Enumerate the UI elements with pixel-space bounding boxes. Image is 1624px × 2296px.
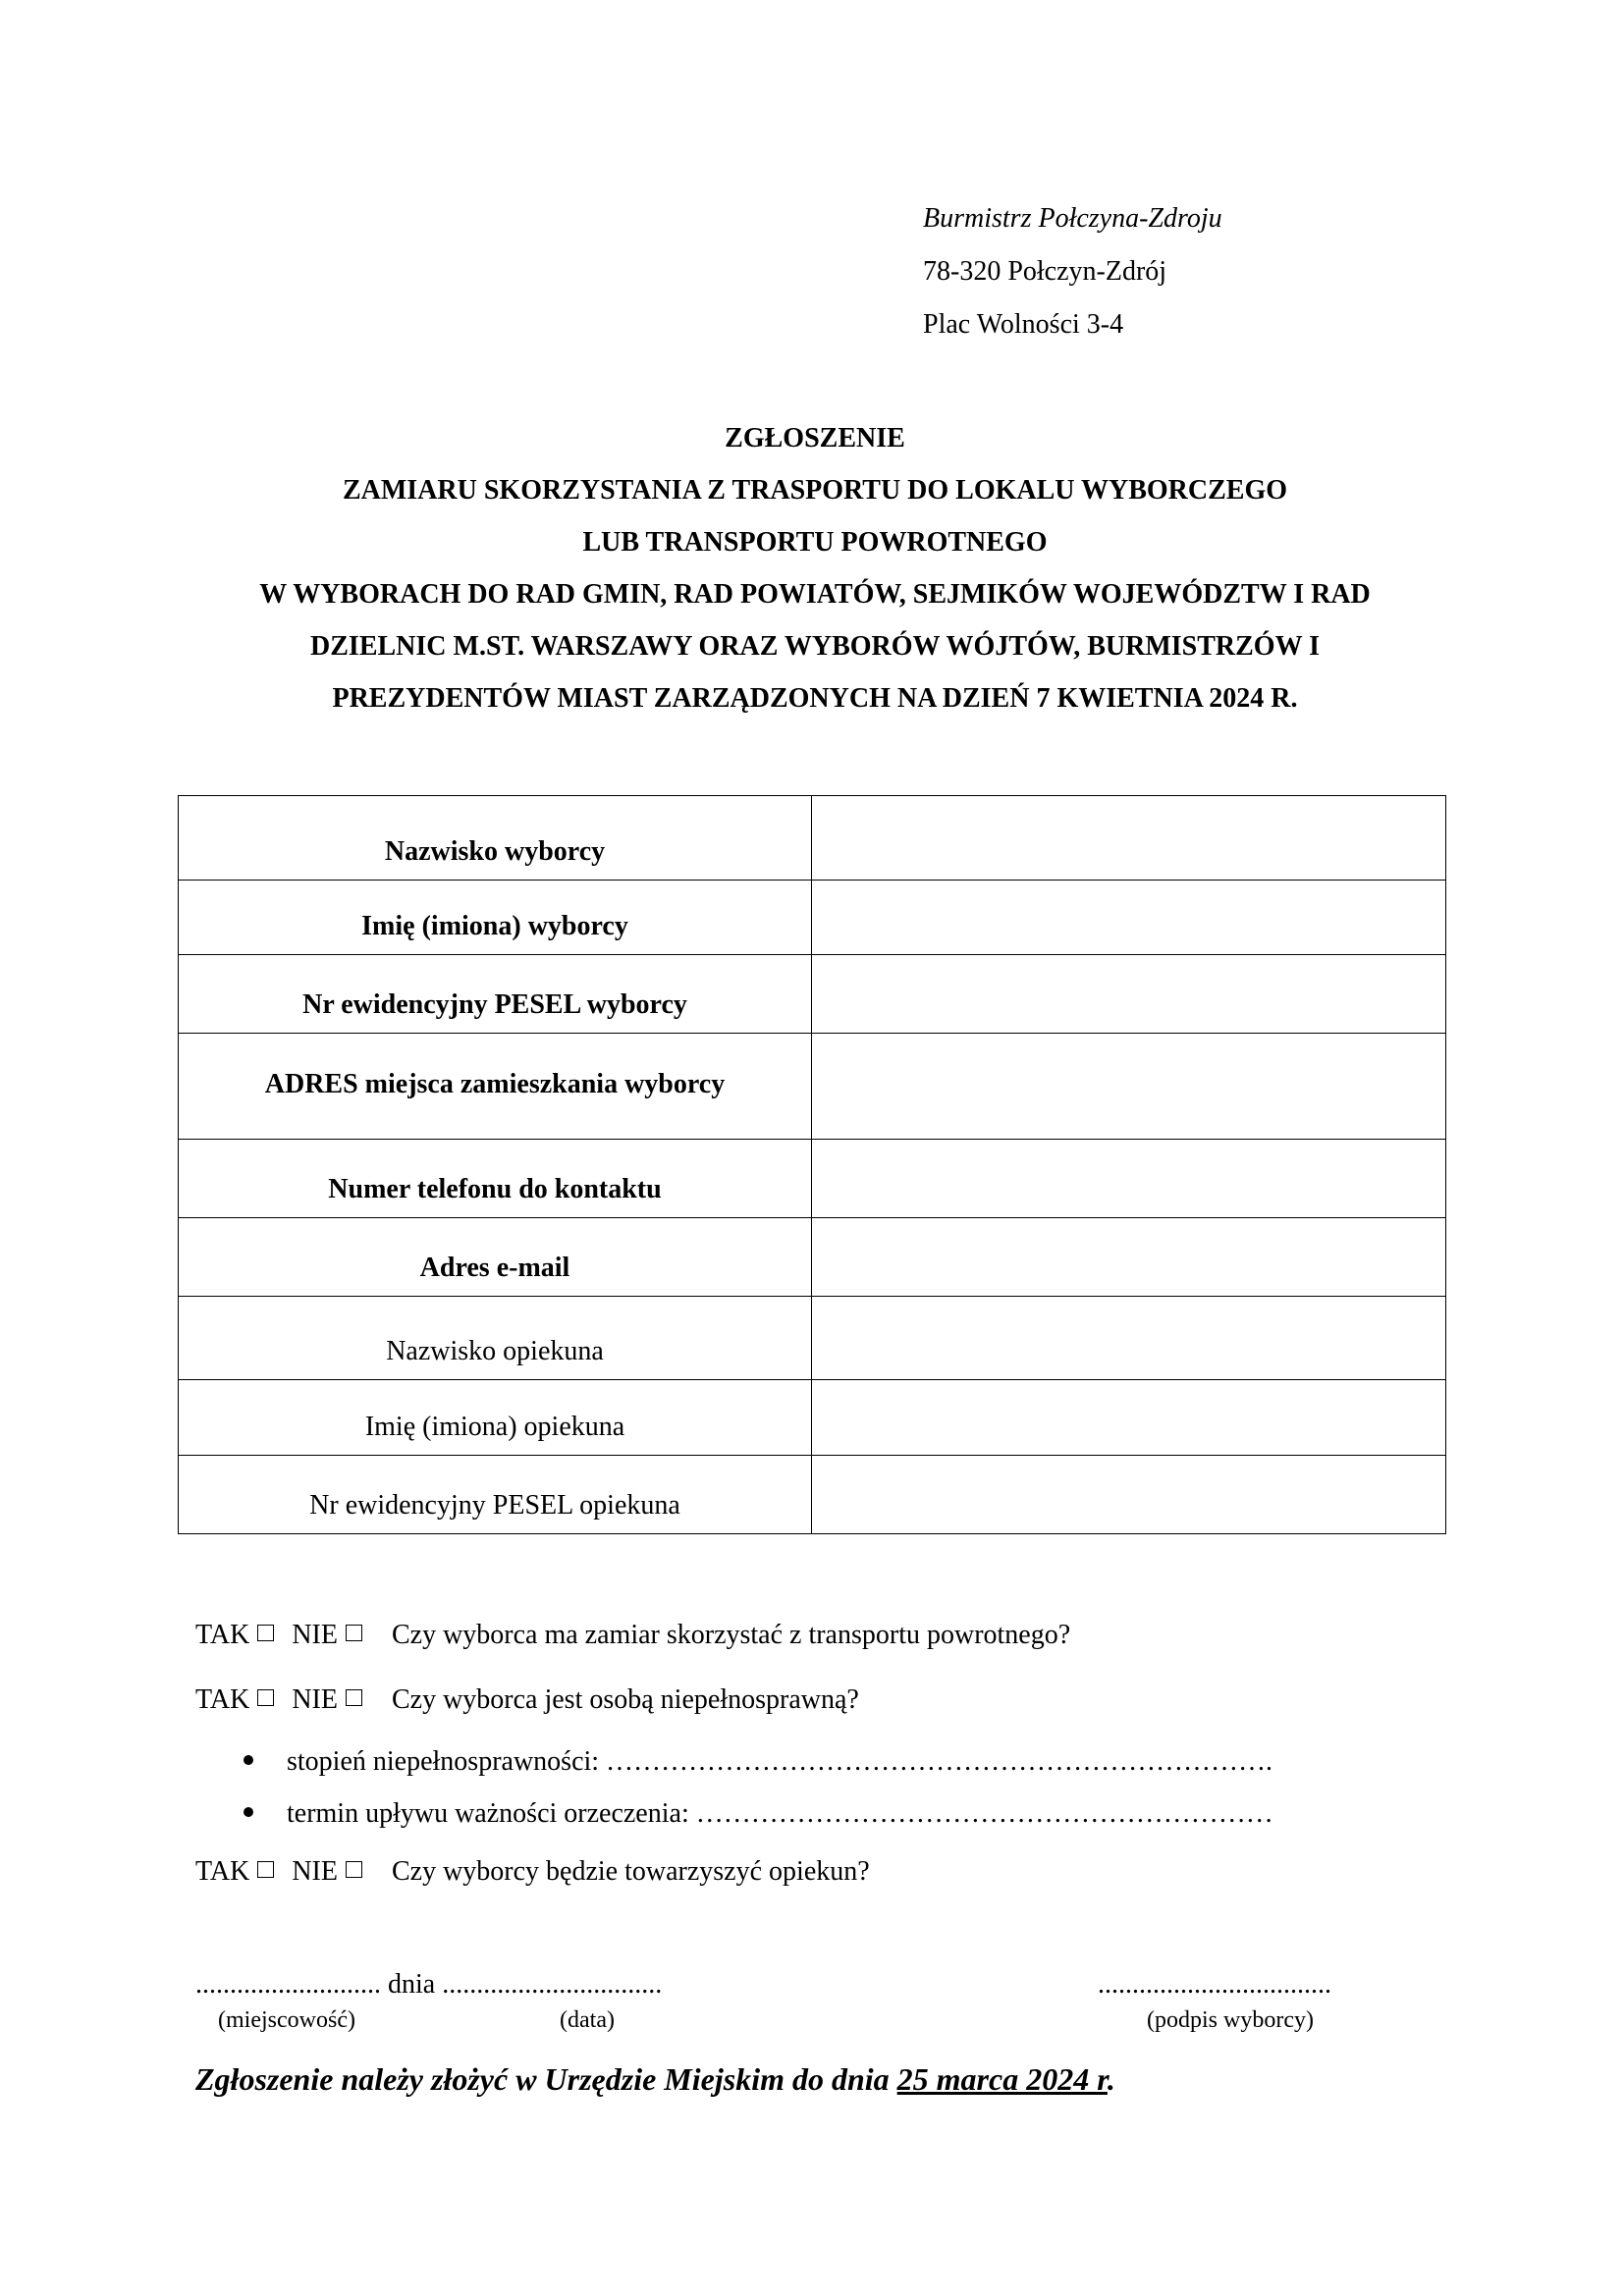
form-row (179, 1140, 1446, 1218)
form-row (179, 1456, 1446, 1534)
bullet-disability-degree (244, 1746, 1272, 1778)
bullet-dot (244, 1755, 253, 1765)
form-row (179, 1380, 1446, 1456)
no-label: NIE (292, 1856, 338, 1887)
no-label: NIE (292, 1684, 338, 1715)
title-line: PREZYDENTÓW MIAST ZARZĄDZONYCH NA DZIEŃ 7 KWIETNIA 2024 R. (332, 683, 1298, 714)
form-field-guardian-pesel[interactable] (812, 1456, 1446, 1534)
form-row (179, 796, 1446, 881)
yes-checkbox[interactable] (257, 1861, 274, 1878)
bullet-text: termin upływu ważności orzeczenia: ……………………………………………………… (287, 1798, 1273, 1829)
form-field-guardian-surname[interactable] (812, 1297, 1446, 1380)
title-line: DZIELNIC M.ST. WARSZAWY ORAZ WYBORÓW WÓJTÓW, BURMISTRZÓW I (310, 631, 1320, 662)
question-disability (195, 1684, 859, 1716)
no-label: NIE (292, 1620, 338, 1650)
bullet-text: stopień niepełnosprawności: ………………………………………………………………. (287, 1746, 1273, 1777)
form-field-voter-pesel[interactable] (812, 955, 1446, 1034)
form-label-voter-names: Imię (imiona) wyborcy (179, 881, 812, 955)
form-field-email[interactable] (812, 1218, 1446, 1297)
yes-label: TAK (195, 1856, 250, 1887)
voter-form-table (178, 795, 1446, 1534)
form-label-voter-address: ADRES miejsca zamieszkania wyborcy (179, 1034, 812, 1140)
bullet-dot (244, 1807, 253, 1817)
form-row (179, 1034, 1446, 1140)
question-text: Czy wyborcy będzie towarzyszyć opiekun? (391, 1856, 870, 1887)
question-guardian (195, 1856, 870, 1888)
form-field-voter-address[interactable] (812, 1034, 1446, 1140)
no-checkbox[interactable] (346, 1625, 362, 1641)
form-field-voter-names[interactable] (812, 881, 1446, 955)
signature-line[interactable]: .................................. (1098, 1969, 1331, 2000)
form-field-phone[interactable] (812, 1140, 1446, 1218)
title-line: ZGŁOSZENIE (725, 423, 905, 454)
place-date-line[interactable]: ........................... dnia ................................ (195, 1969, 663, 2000)
form-label-guardian-surname: Nazwisko opiekuna (179, 1297, 812, 1380)
form-field-guardian-names[interactable] (812, 1380, 1446, 1456)
form-row (179, 1218, 1446, 1297)
title-line: ZAMIARU SKORZYSTANIA Z TRASPORTU DO LOKALU WYBORCZEGO (342, 475, 1288, 506)
form-row (179, 881, 1446, 955)
question-return-transport (195, 1620, 1070, 1651)
bullet-certificate-expiry (244, 1798, 1273, 1830)
yes-checkbox[interactable] (257, 1625, 274, 1641)
no-checkbox[interactable] (346, 1861, 362, 1878)
addressee-name: Burmistrz Połczyna-Zdroju (923, 203, 1222, 234)
title-line: LUB TRANSPORTU POWROTNEGO (582, 527, 1048, 558)
title-line: W WYBORACH DO RAD GMIN, RAD POWIATÓW, SEJMIKÓW WOJEWÓDZTW I RAD (259, 579, 1371, 610)
form-label-phone: Numer telefonu do kontaktu (179, 1140, 812, 1218)
addressee-postal: 78-320 Połczyn-Zdrój (923, 256, 1167, 287)
date-caption: (data) (560, 2007, 615, 2033)
form-row (179, 1297, 1446, 1380)
form-label-guardian-names: Imię (imiona) opiekuna (179, 1380, 812, 1456)
deadline-date: 25 marca 2024 r (896, 2061, 1108, 2097)
form-field-voter-surname[interactable] (812, 796, 1446, 881)
addressee-street: Plac Wolności 3-4 (923, 309, 1124, 340)
question-text: Czy wyborca ma zamiar skorzystać z transportu powrotnego? (391, 1620, 1071, 1650)
form-row (179, 955, 1446, 1034)
yes-checkbox[interactable] (257, 1689, 274, 1706)
addressee-block (923, 192, 1222, 351)
deadline-period: . (1107, 2061, 1115, 2097)
submission-deadline-note (195, 2061, 1115, 2098)
form-label-email: Adres e-mail (179, 1218, 812, 1297)
question-text: Czy wyborca jest osobą niepełnosprawną? (391, 1684, 859, 1715)
yes-label: TAK (195, 1620, 250, 1650)
place-caption: (miejscowość) (218, 2007, 355, 2033)
yes-label: TAK (195, 1684, 250, 1715)
deadline-text: Zgłoszenie należy złożyć w Urzędzie Miejskim do dnia (195, 2061, 897, 2097)
signature-caption: (podpis wyborcy) (1147, 2007, 1314, 2033)
no-checkbox[interactable] (346, 1689, 362, 1706)
form-label-voter-pesel: Nr ewidencyjny PESEL wyborcy (179, 955, 812, 1034)
form-label-voter-surname: Nazwisko wyborcy (179, 796, 812, 881)
form-label-guardian-pesel: Nr ewidencyjny PESEL opiekuna (179, 1456, 812, 1534)
document-title (137, 412, 1492, 724)
